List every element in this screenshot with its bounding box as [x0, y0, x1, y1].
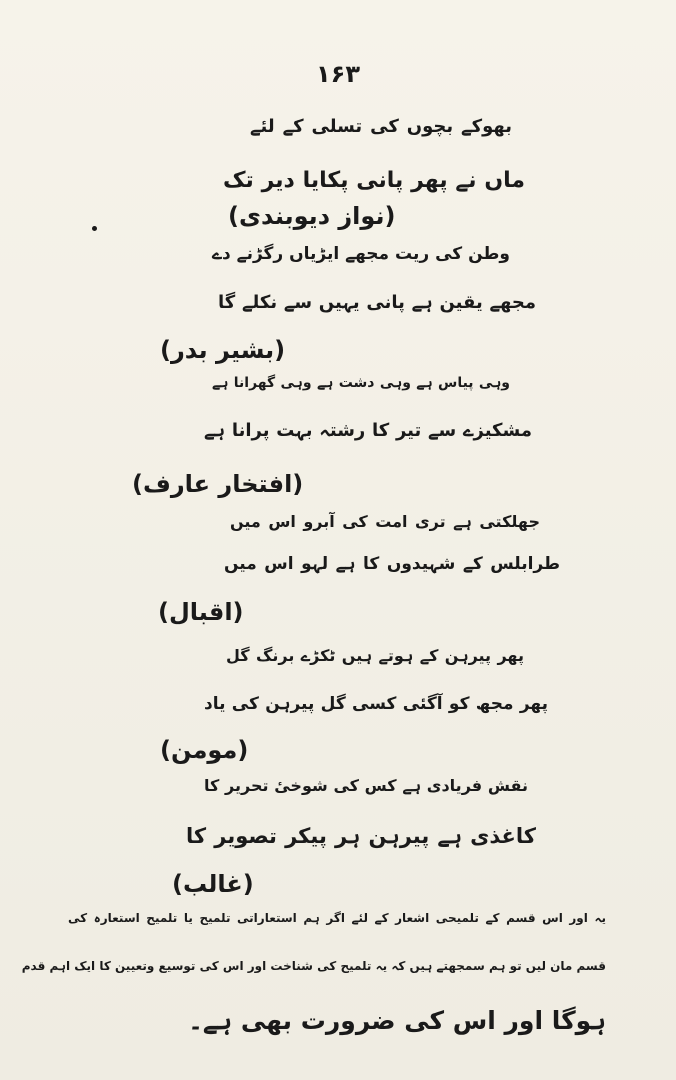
verse-2-line-2: مجھے یقین ہے پانی یہیں سے نکلے گا — [218, 292, 536, 313]
verse-5-line-2: پھر مجھ کو آگئی کسی گل پیرہن کی یاد — [204, 694, 548, 714]
verse-1-line-2: ماں نے پھر پانی پکایا دیر تک — [223, 168, 525, 193]
verse-6-poet: (غالب) — [172, 870, 254, 898]
prose-line-3: ہوگا اور اس کی ضرورت بھی ہے۔ — [188, 1006, 606, 1035]
verse-3-line-2: مشکیزے سے تیر کا رشتہ بہت پرانا ہے — [204, 420, 532, 441]
verse-1-poet: (نواز دیوبندی) — [228, 202, 396, 230]
verse-3-poet: (افتخار عارف) — [132, 470, 304, 498]
verse-1-line-1: بھوکے بچوں کی تسلی کے لئے — [250, 116, 512, 137]
verse-6-line-1: نقش فریادی ہے کس کی شوخیٔ تحریر کا — [204, 776, 528, 795]
verse-5-poet: (مومن) — [160, 736, 249, 764]
verse-5-line-1: پھر پیرہن کے ہوتے ہیں ٹکڑے برنگ گل — [226, 646, 524, 665]
verse-4-line-1: جھلکتی ہے تری امت کی آبرو اس میں — [230, 512, 540, 531]
page-number: ۱۶۳ — [316, 60, 360, 88]
verse-2-poet: (بشیر بدر) — [160, 336, 286, 364]
verse-6-line-2: کاغذی ہے پیرہن ہر پیکر تصویر کا — [186, 824, 536, 848]
verse-4-poet: (اقبال) — [158, 598, 244, 626]
ink-dot — [92, 226, 97, 231]
prose-line-1: یہ اور اس قسم کے تلمیحی اشعار کے لئے اگر ہم استعاراتی تلمیح یا تلمیح استعارہ کی — [68, 911, 606, 925]
verse-2-line-1: وطن کی ریت مجھے ایڑیاں رگڑنے دے — [212, 244, 510, 264]
prose-line-2: قسم مان لیں تو ہم سمجھتے ہیں کہ یہ تلمیح کی شناخت اور اس کی توسیع وتعیین کا ایک اہم قدم — [21, 959, 606, 973]
verse-3-line-1: وہی پیاس ہے وہی دشت ہے وہی گھرانا ہے — [212, 375, 510, 391]
verse-4-line-2: طرابلس کے شہیدوں کا ہے لہو اس میں — [224, 554, 560, 574]
